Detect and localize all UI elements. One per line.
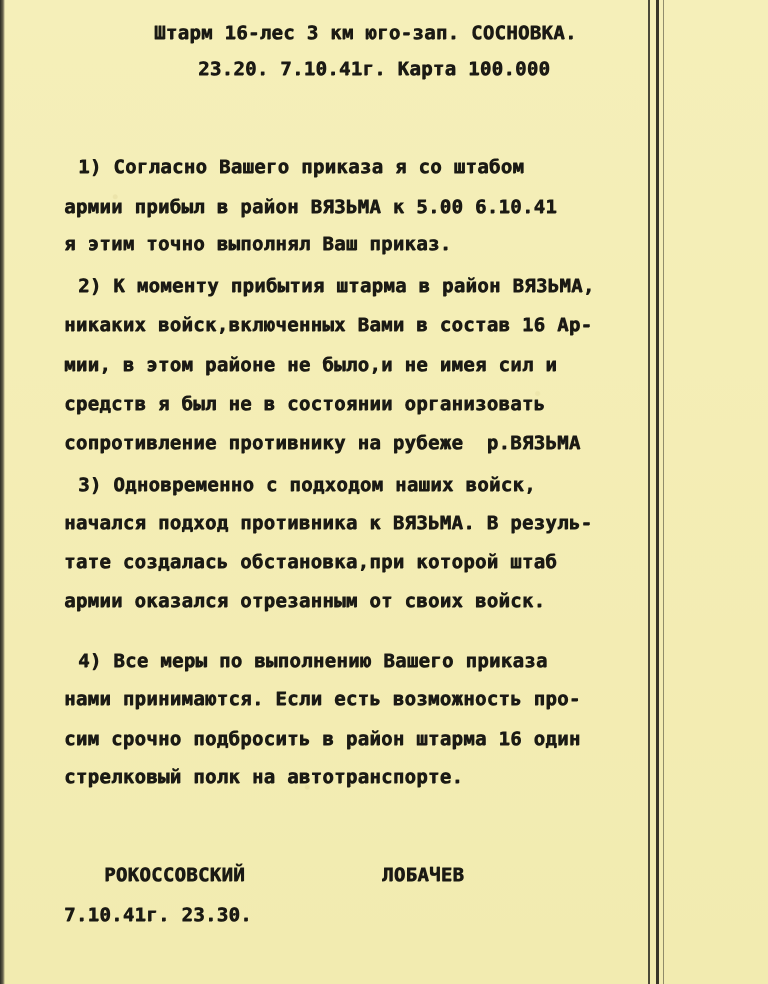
paragraph-3-line-1: 3) Одновременно с подходом наших войск,: [78, 474, 536, 496]
paragraph-2-line-3: мии, в этом районе не было,и не имея сил и: [64, 354, 558, 376]
paragraph-2-line-5: сопротивление противнику на рубеже р.ВЯЗЬМА: [64, 432, 581, 454]
margin-rule-3: [663, 0, 664, 984]
paragraph-4-line-4: стрелковый полк на автотранспорте.: [64, 766, 464, 788]
paragraph-2-line-2: никаких войск,включенных Вами в состав 16 Ар-: [64, 314, 593, 336]
paragraph-1-line-3: я этим точно выполнял Ваш приказ.: [64, 233, 452, 255]
margin-rule-1: [648, 0, 650, 984]
paragraph-2-line-1: 2) К моменту прибытия штарма в район ВЯЗЬМА,: [78, 275, 595, 297]
signature-date: 7.10.41г. 23.30.: [64, 904, 252, 926]
paragraph-3-line-2: начался подход противника к ВЯЗЬМА. В резуль-: [64, 512, 593, 534]
paragraph-3-line-4: армии оказался отрезанным от своих войск.: [64, 590, 546, 612]
paragraph-4-line-3: сим срочно подбросить в район штарма 16 один: [64, 728, 581, 750]
signature-name-1: РОКОССОВСКИЙ: [104, 864, 245, 886]
paragraph-4-line-1: 4) Все меры по выполнению Вашего приказа: [78, 650, 548, 672]
header-line-2: 23.20. 7.10.41г. Карта 100.000: [198, 58, 551, 80]
paragraph-1-line-1: 1) Согласно Вашего приказа я со штабом: [78, 156, 525, 178]
paragraph-2-line-4: средств я был не в состоянии организовать: [64, 393, 546, 415]
signature-name-2: ЛОБАЧЕВ: [382, 864, 465, 886]
paragraph-1-line-2: армии прибыл в район ВЯЗЬМА к 5.00 6.10.41: [64, 196, 558, 218]
header-line-1: Штарм 16-лес 3 км юго-зап. СОСНОВКА.: [154, 22, 577, 44]
paragraph-4-line-2: нами принимаются. Если есть возможность про-: [64, 688, 581, 710]
scan-left-edge: [0, 0, 5, 984]
paragraph-3-line-3: тате создалась обстановка,при которой штаб: [64, 551, 558, 573]
margin-rule-2: [656, 0, 659, 984]
